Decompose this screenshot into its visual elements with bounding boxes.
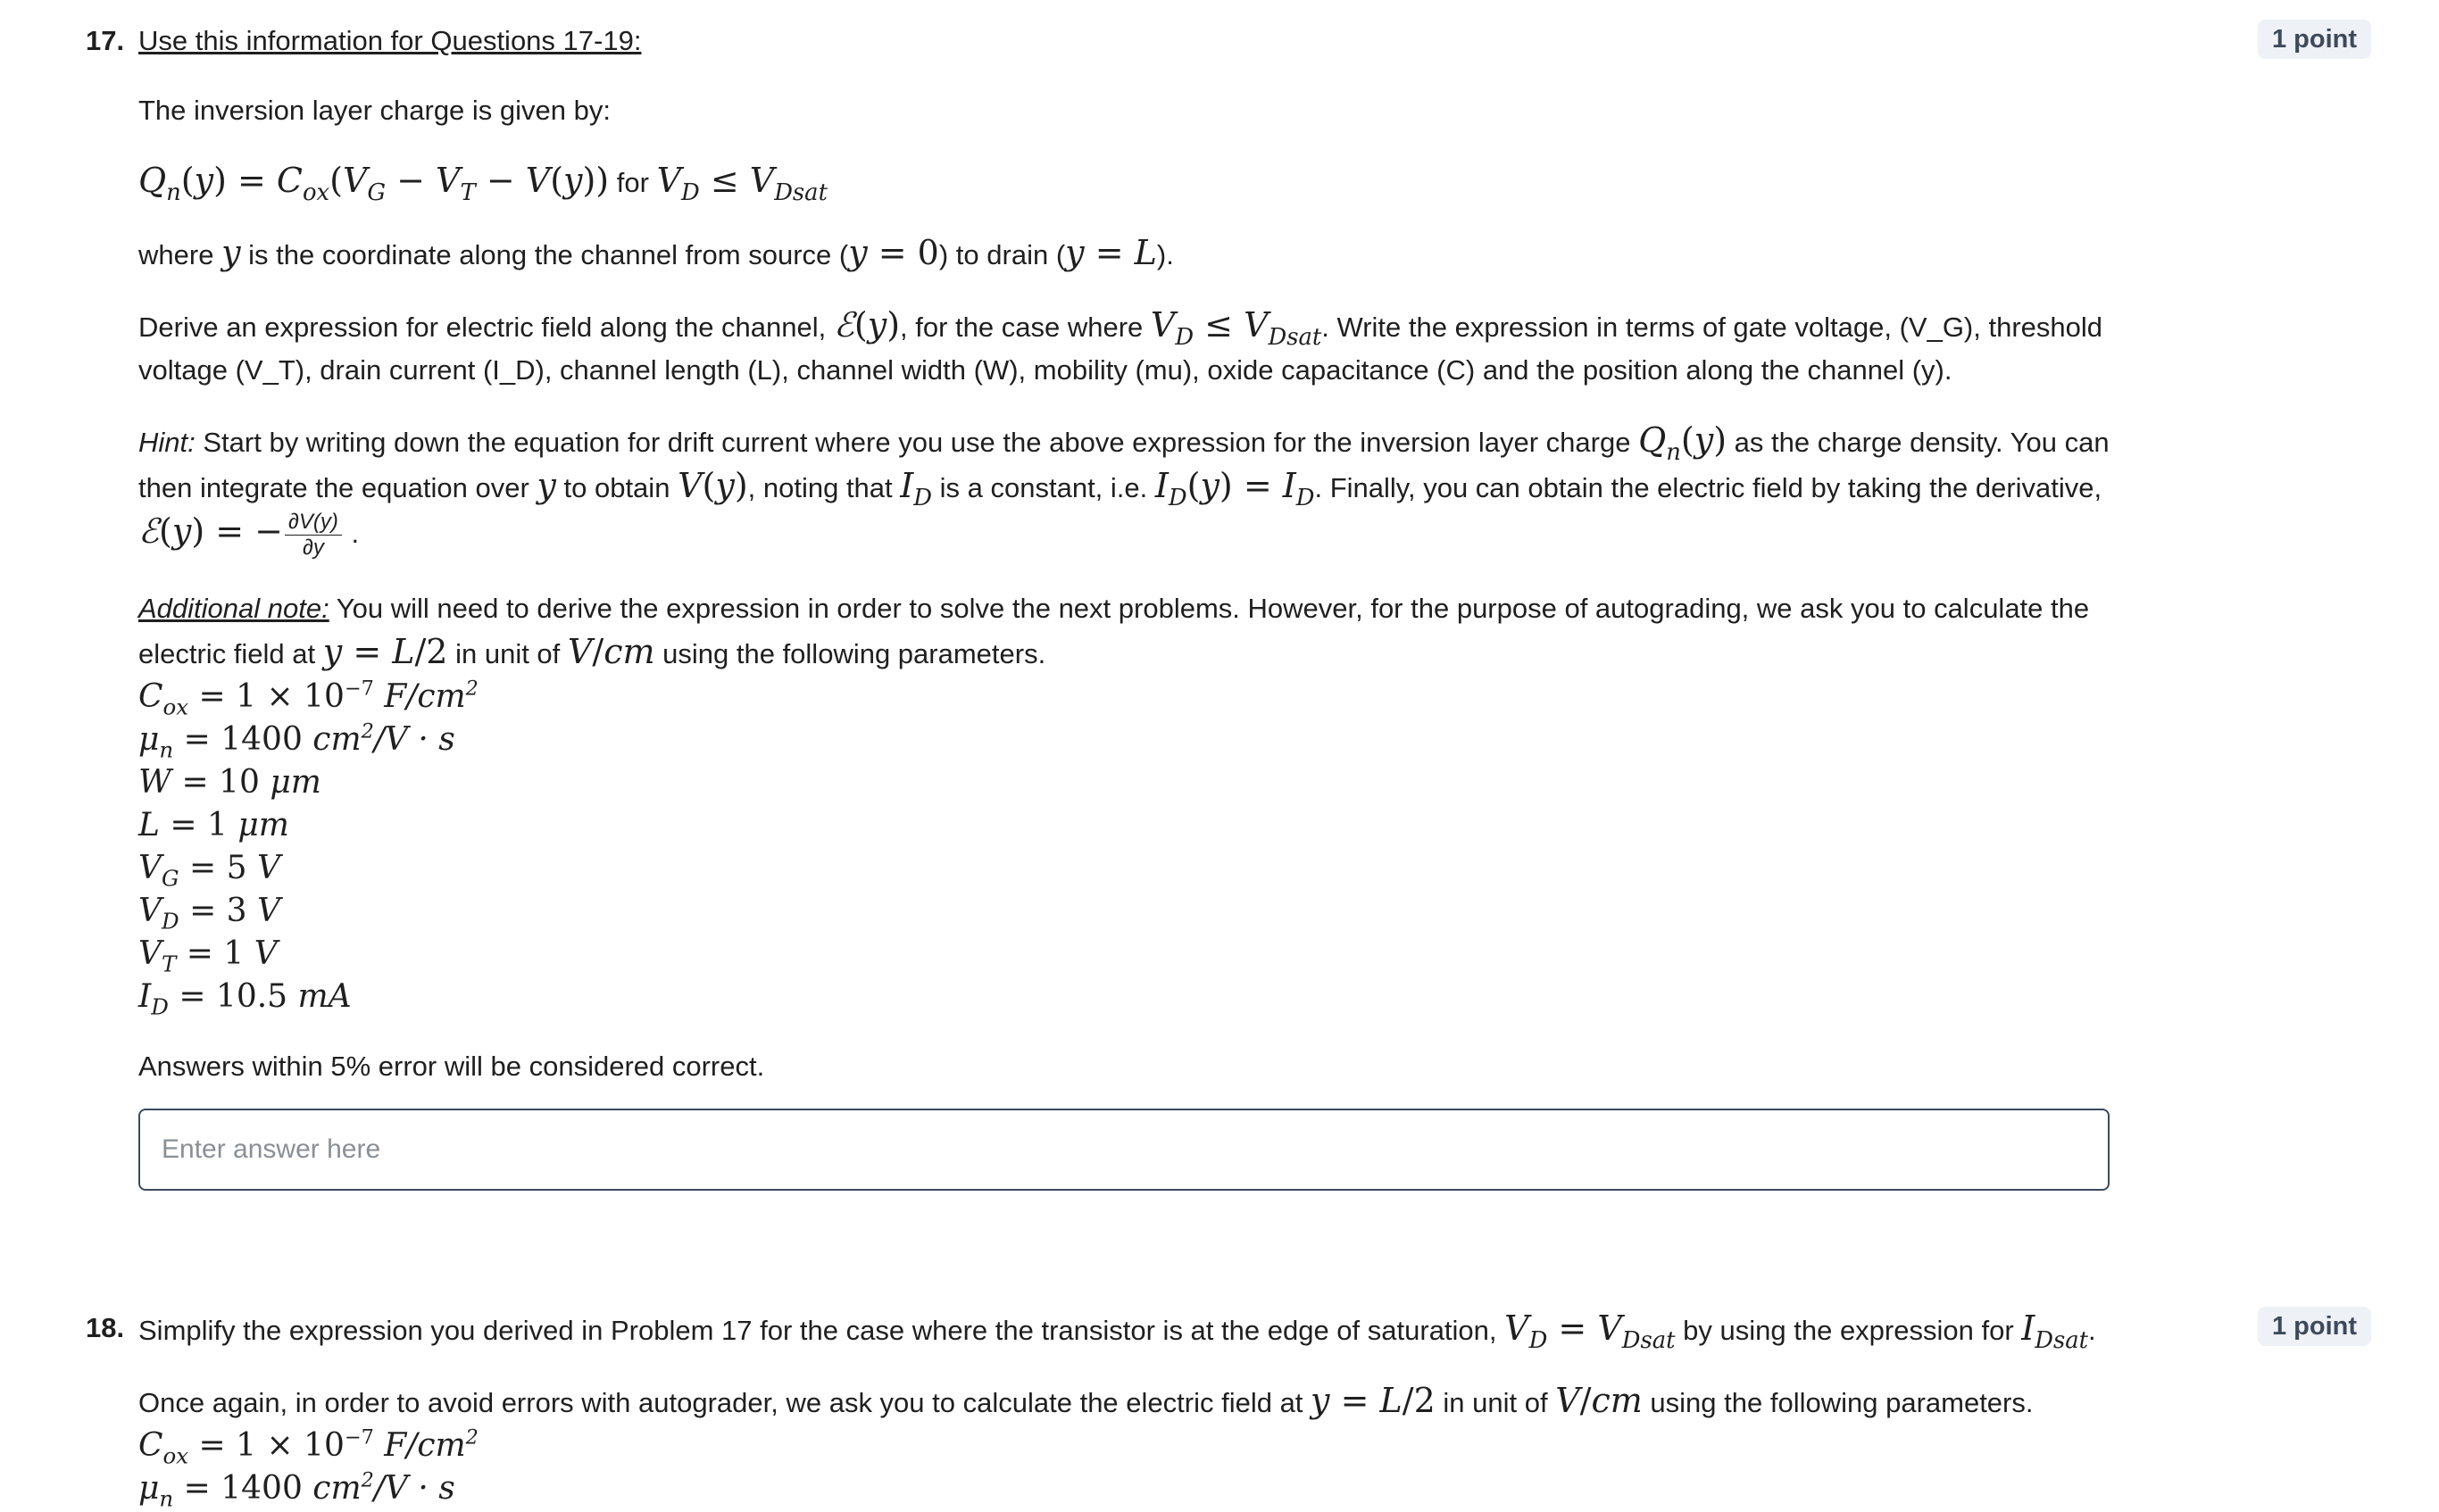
- charge-equation: $Q_n(y) = C_{ox}(V_G - V_T - V(y))$ for $V_D \le V_{Dsat}$: [138, 161, 828, 207]
- param-w: W = 10 μm: [138, 764, 321, 802]
- question-title: Use this information for Questions 17-19:: [138, 25, 642, 56]
- points-badge: 1 point: [2258, 20, 2371, 59]
- param-cox: $C_{ox} = 1 \times 10^{-7}$ $F/cm^2$: [138, 677, 479, 720]
- question-number: 18.: [86, 1312, 125, 1343]
- derivative-fraction: $\frac{\partial V(y)}{\partial y}$: [285, 510, 342, 561]
- param-mu: $\mu_n = 1400$ $cm^2/V \cdot s$: [138, 1468, 455, 1512]
- question-17: [86, 20, 2371, 1234]
- question-text: Simplify the expression you derived in Problem 17 for the case where the transistor is at the edge of saturation, $V_D = V_{Dsat}$ by using the expression for $I_{Dsat}$.: [138, 1308, 2096, 1355]
- tolerance-text: Answers within 5% error will be considered correct.: [138, 1051, 765, 1083]
- param-vg: $V_G = 5$ V: [138, 850, 280, 892]
- parameter-list: [138, 1425, 2156, 1510]
- question-body: [138, 20, 2156, 1088]
- where-text: where y is the coordinate along the channel from source (y = 0) to drain (y = L).: [138, 233, 1174, 272]
- question-number: 17.: [86, 25, 125, 56]
- points-badge: 1 point: [2258, 1307, 2371, 1346]
- question-18: [86, 1307, 2371, 1512]
- again-text: Once again, in order to avoid errors with autograder, we ask you to calculate the electric field at y = L/2 in unit of V/cm using the following parameters.: [138, 1381, 2034, 1420]
- question-body: [138, 1307, 2156, 1510]
- answer-input[interactable]: [138, 1109, 2110, 1191]
- parameter-list: [138, 676, 2156, 1018]
- param-id: $I_D = 10.5$ mA: [138, 978, 352, 1020]
- param-mu: $\mu_n = 1400$ $cm^2/V \cdot s$: [138, 719, 455, 763]
- param-cox: $C_{ox} = 1 \times 10^{-7}$ $F/cm^2$: [138, 1425, 479, 1469]
- hint-text: Hint: Start by writing down the equation for drift current where you use the above expression for the inversion layer charge $Q_n(y)$ as the charge density. You can then integrate the equation over y to obtain V(y), noting that $I_D$ is a constant, i.e. $I_D(y) = I_D$. Finally, you can obtain the electric field by taking the derivative, ℰ(y) = − $\frac{\partial V(y)}{\partial y}$ .: [138, 420, 2110, 561]
- intro-text: The inversion layer charge is given by:: [138, 95, 611, 126]
- additional-note: Additional note: You will need to derive the expression in order to solve the next problems. However, for the purpose of autograding, we ask you to calculate the electric field at y = L/2 in unit of V/cm using the following parameters.: [138, 593, 2090, 672]
- derive-text: Derive an expression for electric field along the channel, ℰ(y), for the case where $V_D \le V_{Dsat}$. Write the expression in terms of gate voltage, (V_G), threshold voltage (V_T), drain current (I_D), channel length (L), channel width (W), mobility (mu), oxide capacitance (C) and the position along the channel (y).: [138, 305, 2103, 386]
- param-vd: $V_D = 3$ V: [138, 893, 281, 935]
- param-vt: $V_T = 1$ V: [138, 935, 278, 977]
- param-l: L = 1 μm: [138, 807, 289, 844]
